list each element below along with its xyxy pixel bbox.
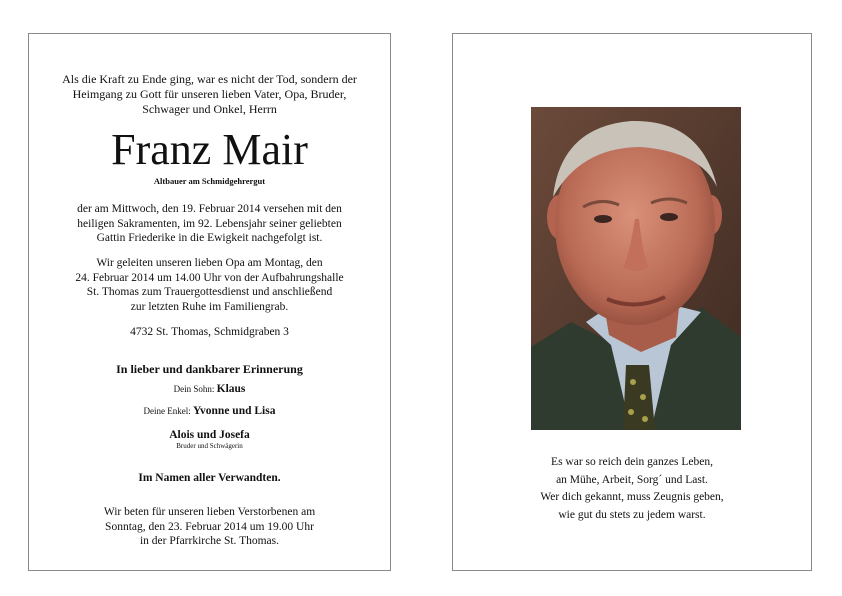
mass-line: Sonntag, den 23. Februar 2014 um 19.00 Uhr xyxy=(105,520,314,533)
son-line xyxy=(29,383,390,395)
deceased-title: Altbauer am Schmidgehrergut xyxy=(153,176,266,186)
mass-notice xyxy=(45,505,374,549)
mass-line: Wir beten für unseren lieben Verstorbenen am xyxy=(103,506,316,518)
son-label: Dein Sohn: xyxy=(173,384,215,394)
grandchildren-line xyxy=(29,405,390,417)
death-line: heiligen Sakramenten, im 92. Lebensjahr seiner geliebten xyxy=(77,217,342,230)
son-name: Klaus xyxy=(216,383,246,395)
funeral-notice xyxy=(45,256,374,314)
address: 4732 St. Thomas, Schmidgraben 3 xyxy=(130,326,289,338)
funeral-line: Wir geleiten unseren lieben Opa am Montag, den xyxy=(96,257,323,269)
memory-heading: In lieber und dankbarer Erinnerung xyxy=(116,362,303,376)
verse-line: wie gut du stets zu jedem warst. xyxy=(558,508,706,521)
deceased-name: Franz Mair xyxy=(111,125,308,174)
family-line: Im Namen aller Verwandten. xyxy=(138,472,281,484)
grandchildren-label: Deine Enkel: xyxy=(143,406,191,416)
portrait-photo xyxy=(531,107,741,430)
portrait-image xyxy=(531,107,741,430)
verse-line: Wer dich gekannt, muss Zeugnis geben, xyxy=(540,491,724,503)
funeral-line: St. Thomas zum Trauergottesdienst und anschließend xyxy=(86,286,333,298)
death-line: Gattin Friederike in die Ewigkeit nachgefolgt ist. xyxy=(96,232,323,244)
intro-line: Heimgang zu Gott für unseren lieben Vater, Opa, Bruder, xyxy=(72,87,347,101)
funeral-line: 24. Februar 2014 um 14.00 Uhr von der Aufbahrungshalle xyxy=(75,271,344,284)
death-line: der am Mittwoch, den 19. Februar 2014 versehen mit den xyxy=(77,203,342,215)
mass-line: in der Pfarrkirche St. Thomas. xyxy=(139,535,280,547)
intro-line: Schwager und Onkel, Herrn xyxy=(142,102,277,116)
funeral-line: zur letzten Ruhe im Familiengrab. xyxy=(130,300,289,313)
left-page xyxy=(28,33,391,571)
intro-line: Als die Kraft zu Ende ging, war es nicht der Tod, sondern der xyxy=(62,72,357,86)
verse xyxy=(453,454,811,524)
grandchildren-names: Yvonne und Lisa xyxy=(193,405,276,417)
verse-line: Es war so reich dein ganzes Leben, xyxy=(551,456,713,468)
verse-line: an Mühe, Arbeit, Sorg´ und Last. xyxy=(556,473,708,486)
siblings-names: Alois und Josefa xyxy=(169,429,250,441)
siblings-relation: Bruder und Schwägerin xyxy=(176,442,243,450)
death-notice xyxy=(45,202,374,246)
intro-text xyxy=(43,72,376,117)
right-page xyxy=(452,33,812,571)
